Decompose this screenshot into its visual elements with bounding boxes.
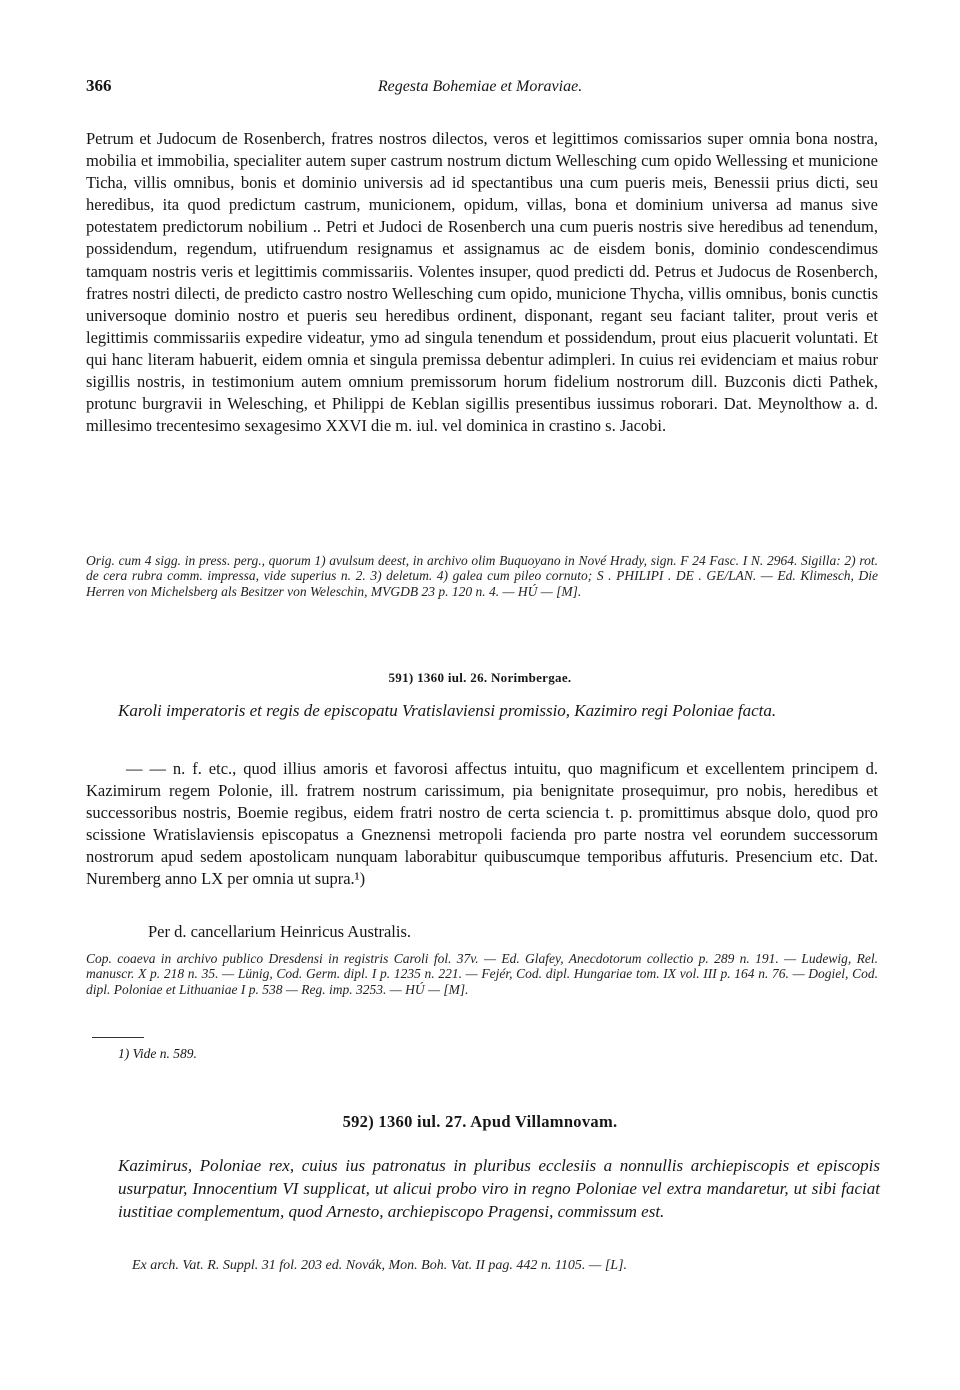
charter-591-body: — — n. f. etc., quod illius amoris et favorosi affectus intuitu, quo magnificum et excellentem principem d. Kazimirum regem Polonie, ill. fratrem nostrum carissimum, pia benignitate prosequimur, pro nobis, heredibus et successoribus nostris, Boemie regibus, eidem fratri nostro de certa sciencia t. p. promittimus absque dolo, quod pro scissione Wratislaviensis episcopatus a Gneznensi metropoli facienda pro parte nostra vel eorundem successorum nostrorum apud sedem apostolicam nunquam laborabitur quibuscumque temporibus affuturis. Presencium etc. Dat. Nuremberg anno LX per omnia ut supra.¹) bbox=[86, 759, 878, 889]
footnote-1: 1) Vide n. 589. bbox=[118, 1046, 197, 1061]
charter-592-note: Ex arch. Vat. R. Suppl. 31 fol. 203 ed. Novák, Mon. Boh. Vat. II pag. 442 n. 1105. — [L]. bbox=[132, 1258, 628, 1273]
charter-592-heading: 592) 1360 iul. 27. Apud Villamnovam. bbox=[342, 1112, 618, 1131]
charter-590-note: Orig. cum 4 sigg. in press. perg., quorum 1) avulsum deest, in archivo olim Buquoyano in Nové Hrady, sign. F 24 Fasc. I N. 2964. Sigilla: 2) rot. de cera rubra comm. impressa, vide superius n. 2. 3) deletum. 4) galea cum pileo cornuto; S . PHILIPI . DE . GE/LAN. — Ed. Klimesch, Die Herren von Michelsberg als Besitzer von Weleschin, MVGDB 23 p. 120 n. 4. — HÚ — [M]. bbox=[86, 553, 878, 599]
charter-592-summary: Kazimirus, Poloniae rex, cuius ius patronatus in pluribus ecclesiis a nonnullis archiepiscopis et episcopis usurpatur, Innocentium VI supplicat, ut alicui probo viro in regno Poloniae vel extra mandaretur, ut sibi faciat iustitiae complementum, quod Arnesto, archiepiscopo Pragensi, commissum est. bbox=[118, 1156, 880, 1221]
running-title: Regesta Bohemiae et Moraviae. bbox=[377, 78, 583, 95]
charter-591-summary: Karoli imperatoris et regis de episcopatu Vratislaviensi promissio, Kazimiro regi Poloniae facta. bbox=[118, 701, 777, 720]
charter-591-signature: Per d. cancellarium Heinricus Australis. bbox=[148, 922, 412, 941]
page-number: 366 bbox=[86, 76, 112, 95]
charter-591-note: Cop. coaeva in archivo publico Dresdensi in registris Caroli fol. 37v. — Ed. Glafey, Anecdotorum collectio p. 289 n. 191. — Ludewig, Rel. manuscr. X p. 218 n. 35. — Lünig, Cod. Germ. dipl. I p. 1235 n. 221. — Fejér, Cod. dipl. Hungariae tom. IX vol. III p. 164 n. 76. — Dogiel, Cod. dipl. Poloniae et Lithuaniae I p. 538 — Reg. imp. 3253. — HÚ — [M]. bbox=[86, 951, 878, 997]
charter-591-heading: 591) 1360 iul. 26. Norimbergae. bbox=[388, 670, 572, 685]
charter-590-body: Petrum et Judocum de Rosenberch, fratres nostros dilectos, veros et legittimos comissarios super omnia bona nostra, mobilia et immobilia, specialiter autem super castrum nostrum dictum Wellesching cum opido Wellessing et municione Ticha, villis omnibus, bonis et dominio universis ad id spectantibus una cum pueris meis, Benessii prius dicti, seu heredibus, ita quod predictum castrum, municionem, opidum, villas, bona et dominium universa ad manus sive potestatem predictorum nobilium .. Petri et Judoci de Rosenberch una cum pueris nostris sive heredibus ad tenendum, possidendum, regendum, utifruendum resignamus et assignamus ac de eisdem bonis, dominio condescendimus tamquam nostris veris et legittimis commissariis. Volentes insuper, quod predicti dd. Petrus et Judocus de Rosenberch, fratres nostri dilecti, de predicto castro nostro Wellesching cum opido, municione Thycha, villis omnibus, bonis cunctis universoque dominio nostro et pueris seu heredibus ordinent, disponant, regant seu faciant taliter, prout veris et legittimis commissariis expedire videatur, ymo ad singula tenendum et possidendum, prout eius placuerit voluntati. Et qui hanc literam habuerit, eidem omnia et singula premissa debentur adimpleri. In cuius rei evidenciam et maius robur sigillis nostris, in testimonium autem omnium premissorum horum fidelium nostrorum dill. Buzconis dicti Pathek, protunc burgravii in Welesching, et Philippi de Keblan sigillis presentibus iussimus roborari. Dat. Meynolthow a. d. millesimo trecentesimo sexagesimo XXVI die m. iul. vel dominica in crastino s. Jacobi. bbox=[86, 129, 878, 436]
footnote-divider bbox=[92, 1037, 144, 1038]
